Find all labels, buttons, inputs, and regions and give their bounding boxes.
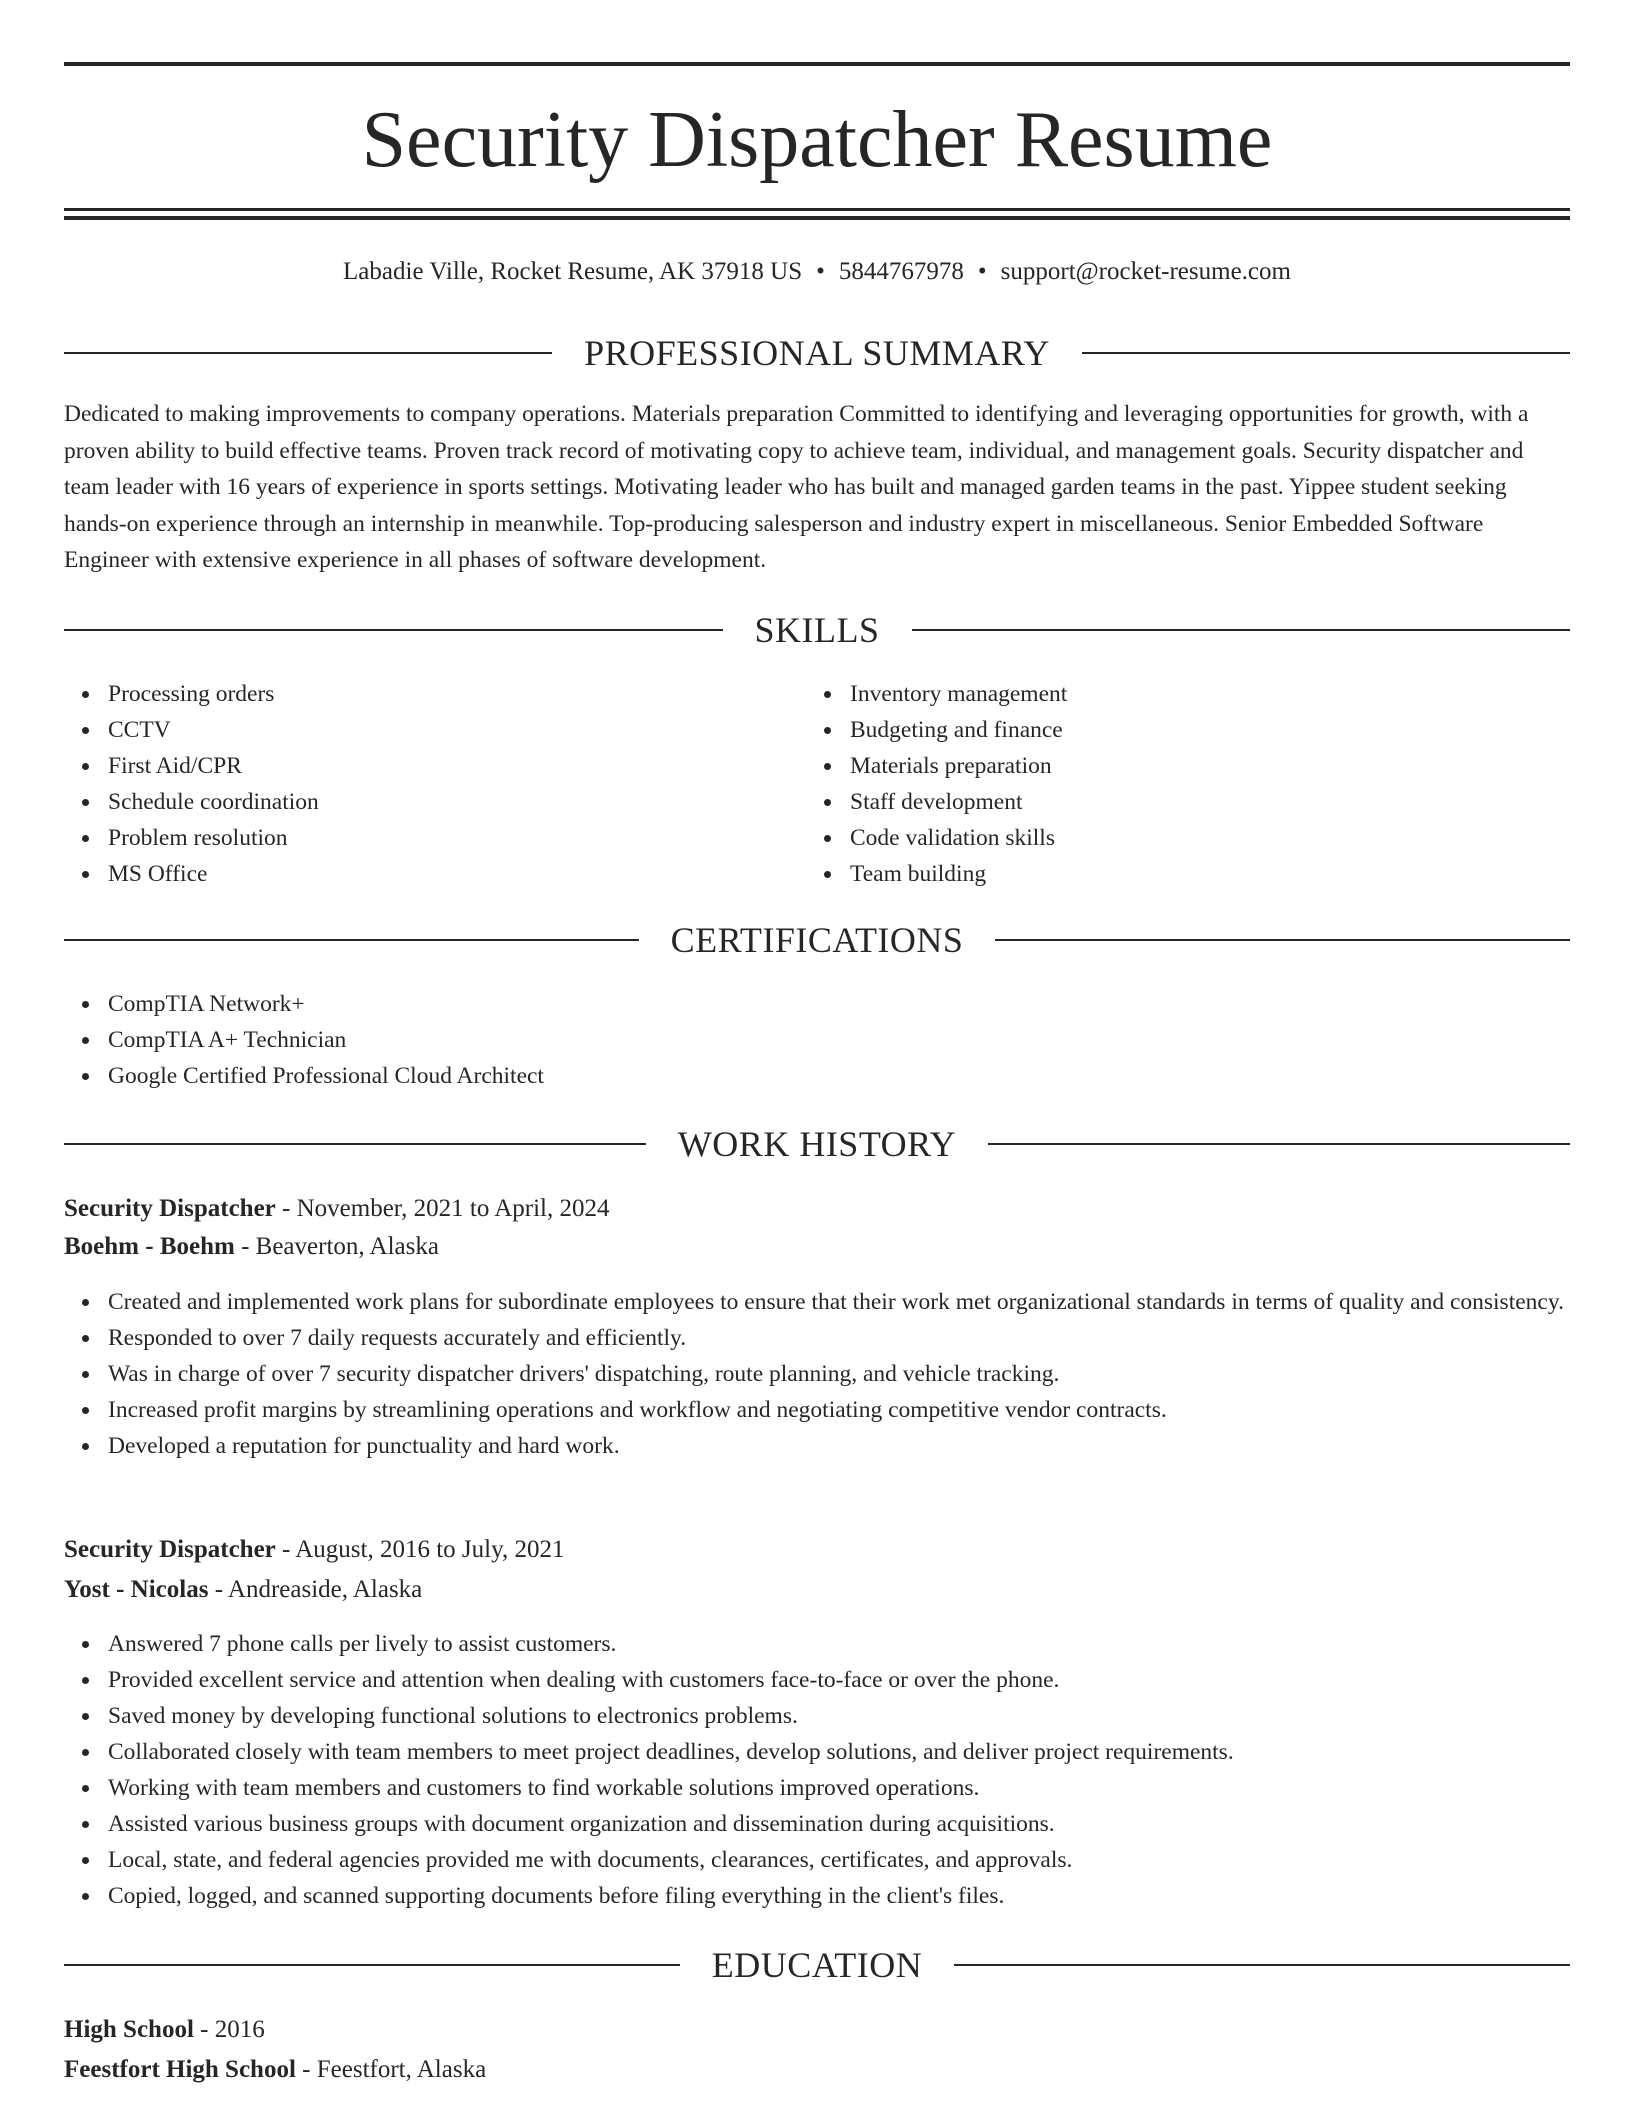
job-1-title-line: [64, 1190, 1570, 1228]
skill-item: Problem resolution: [108, 820, 808, 856]
certifications-heading-label: CERTIFICATIONS: [670, 920, 964, 960]
job-bullet: Local, state, and federal agencies provided me with documents, clearances, certificates, and approvals.: [108, 1842, 1570, 1878]
dash: -: [302, 2056, 311, 2083]
job-bullet: Responded to over 7 daily requests accurately and efficiently.: [108, 1320, 1570, 1356]
work-heading-label: WORK HISTORY: [677, 1124, 957, 1164]
skills-list-left: [64, 676, 808, 892]
heading-rule-left: [64, 629, 723, 631]
heading-rule-right: [988, 1143, 1570, 1145]
contact-separator: •: [977, 258, 987, 285]
dash: -: [214, 1576, 224, 1603]
resume-title: Security Dispatcher Resume: [361, 96, 1273, 184]
job-bullet: Created and implemented work plans for subordinate employees to ensure that their work met organizational standards in terms of quality and consistency.: [108, 1284, 1570, 1320]
heading-rule-left: [64, 1143, 646, 1145]
job-bullet: Saved money by developing functional solutions to electronics problems.: [108, 1698, 1570, 1734]
heading-rule-left: [64, 1964, 680, 1966]
contact-separator: •: [816, 258, 825, 285]
education-heading: [64, 1943, 1570, 1987]
job-bullet: Increased profit margins by streamlining operations and workflow and negotiating competitive vendor contracts.: [108, 1392, 1570, 1428]
skill-item: Budgeting and finance: [850, 712, 1550, 748]
job-1-bullets: [64, 1284, 1570, 1464]
title-rule-thin: [64, 208, 1570, 211]
skill-item: Team building: [850, 856, 1550, 892]
top-rule: [64, 62, 1570, 66]
job-2-bullets: [64, 1626, 1570, 1914]
job-bullet: Collaborated closely with team members to meet project deadlines, develop solutions, and deliver project requirements.: [108, 1734, 1570, 1770]
education-year: 2016: [214, 2016, 265, 2043]
skill-item: CCTV: [108, 712, 808, 748]
education-heading-label: EDUCATION: [711, 1945, 923, 1985]
job-location: Andreaside, Alaska: [227, 1576, 423, 1603]
education-school: Feestfort High School: [64, 2056, 296, 2083]
certification-item: CompTIA A+ Technician: [108, 1022, 1570, 1058]
job-bullet: Copied, logged, and scanned supporting documents before filing everything in the client's files.: [108, 1878, 1570, 1914]
work-heading: [64, 1122, 1570, 1166]
education-degree: High School: [64, 2016, 194, 2043]
contact-phone: 5844767978: [838, 258, 964, 285]
skills-list-right: [806, 676, 1550, 892]
job-company: Yost - Nicolas: [64, 1576, 209, 1603]
skill-item: MS Office: [108, 856, 808, 892]
skill-item: Materials preparation: [850, 748, 1550, 784]
contact-address: Labadie Ville, Rocket Resume, AK 37918 US: [343, 258, 803, 285]
job-bullet: Working with team members and customers to find workable solutions improved operations.: [108, 1770, 1570, 1806]
title-rule-thick: [64, 216, 1570, 220]
job-company: Boehm - Boehm: [64, 1233, 235, 1260]
dash: -: [241, 1233, 250, 1260]
skill-item: Code validation skills: [850, 820, 1550, 856]
job-bullet: Answered 7 phone calls per lively to assist customers.: [108, 1626, 1570, 1662]
skill-item: Inventory management: [850, 676, 1550, 712]
summary-heading-label: PROFESSIONAL SUMMARY: [584, 333, 1050, 373]
job-bullet: Provided excellent service and attention when dealing with customers face-to-face or over the phone.: [108, 1662, 1570, 1698]
dash: -: [200, 2016, 209, 2043]
job-bullet: Was in charge of over 7 security dispatcher drivers' dispatching, route planning, and vehicle tracking.: [108, 1356, 1570, 1392]
skill-item: Schedule coordination: [108, 784, 808, 820]
education-degree-line: [64, 2011, 1570, 2049]
job-dates: August, 2016 to July, 2021: [295, 1536, 565, 1563]
heading-rule-left: [64, 939, 639, 941]
dash: -: [282, 1195, 291, 1222]
job-2-title-line: [64, 1531, 1570, 1569]
summary-text: Dedicated to making improvements to company operations. Materials preparation Committed to identifying and leveraging opportunities for growth, with a proven ability to build effective teams. Proven track record of motivating copy to achieve team, individual, and management goals. Security dispatcher and team leader with 16 years of experience in sports settings. Motivating leader who has built and managed garden teams in the past. Yippee student seeking hands-on experience through an internship in meanwhile. Top-producing salesperson and industry expert in miscellaneous. Senior Embedded Software Engineer with extensive experience in all phases of software development.: [64, 401, 1529, 573]
skills-heading: [64, 608, 1570, 652]
education-location: Feestfort, Alaska: [316, 2056, 487, 2083]
skill-item: Processing orders: [108, 676, 808, 712]
job-bullet: Assisted various business groups with document organization and dissemination during acquisitions.: [108, 1806, 1570, 1842]
contact-line: [64, 255, 1570, 289]
heading-rule-right: [1082, 352, 1570, 354]
education-school-line: [64, 2051, 1570, 2089]
certifications-list: [64, 986, 1570, 1094]
skill-item: Staff development: [850, 784, 1550, 820]
heading-rule-right: [995, 939, 1570, 941]
summary-heading: [64, 331, 1570, 375]
skills-heading-label: SKILLS: [754, 610, 880, 650]
job-dates: November, 2021 to April, 2024: [296, 1195, 610, 1222]
job-2-company-line: [64, 1571, 1570, 1609]
job-title: Security Dispatcher: [64, 1195, 276, 1222]
heading-rule-right: [954, 1964, 1570, 1966]
heading-rule-left: [64, 352, 552, 354]
certification-item: Google Certified Professional Cloud Architect: [108, 1058, 1570, 1094]
contact-email: support@rocket-resume.com: [1000, 258, 1291, 285]
job-bullet: Developed a reputation for punctuality and hard work.: [108, 1428, 1570, 1464]
heading-rule-right: [912, 629, 1571, 631]
certification-item: CompTIA Network+: [108, 986, 1570, 1022]
skill-item: First Aid/CPR: [108, 748, 808, 784]
certifications-heading: [64, 918, 1570, 962]
dash: -: [282, 1536, 291, 1563]
job-title: Security Dispatcher: [64, 1536, 276, 1563]
job-1-company-line: [64, 1228, 1570, 1266]
job-location: Beaverton, Alaska: [255, 1233, 439, 1260]
